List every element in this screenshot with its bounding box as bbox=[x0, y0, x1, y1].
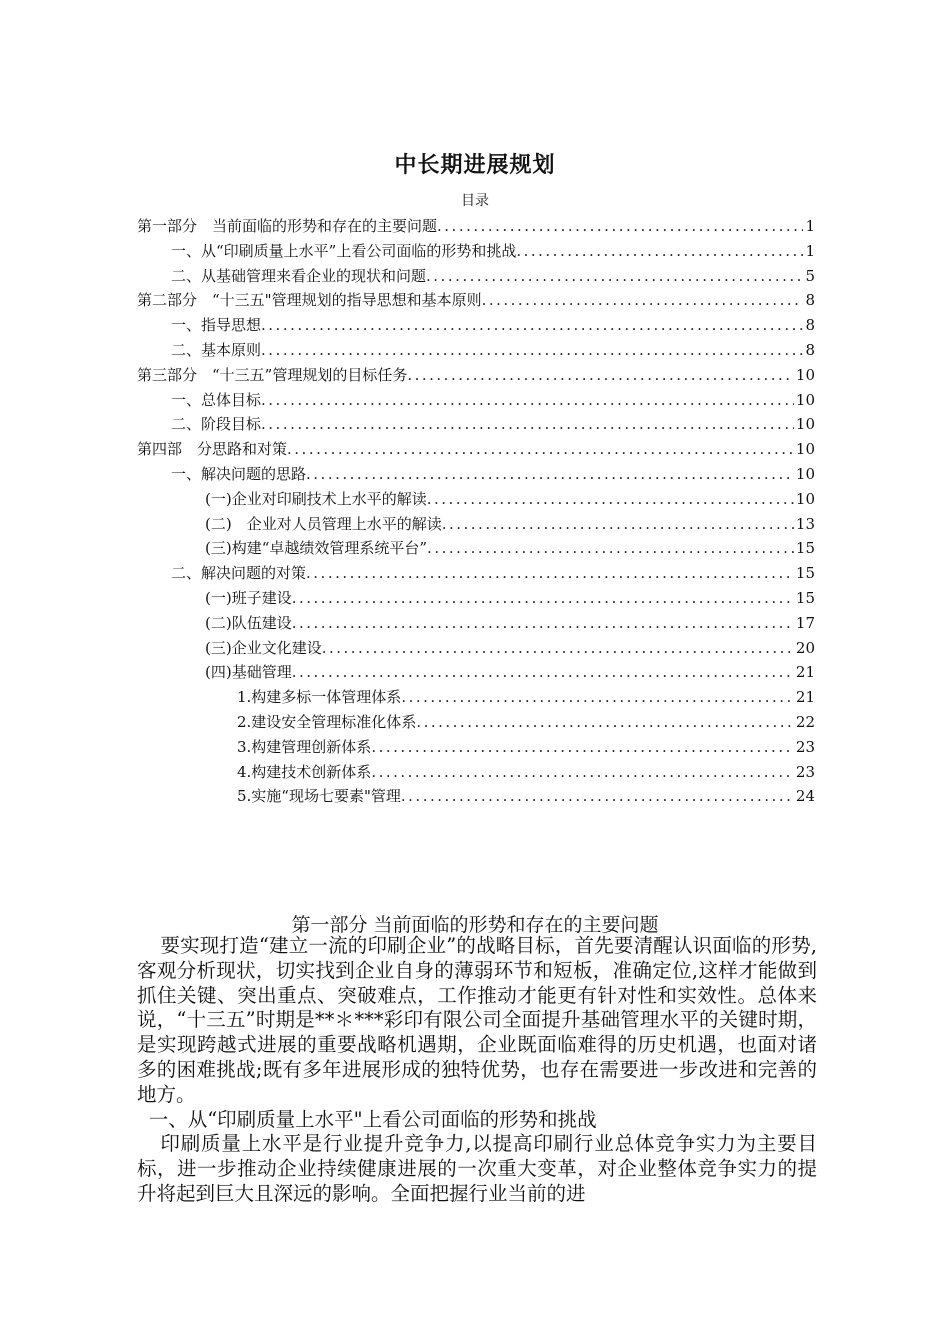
toc-entry-page-number: 22 bbox=[795, 712, 815, 731]
toc-entry-label: 一、解决问题的思路 bbox=[171, 464, 307, 483]
toc-dot-leader bbox=[261, 412, 794, 437]
toc-entry-page-number: 10 bbox=[795, 440, 815, 459]
paragraph: 要实现打造“建立一流的印刷企业”的战略目标，首先要清醒认识面临的形势,客观分析现状，切实找到企业自身的薄弱环节和短板，准确定位,这样才能做到抓住关键、突出重点、突破难点，工作推动才能更有针对性和实效性。总体来说，“十三五”时期是**＊***彩印有限公司全面提升基础管理水平的关键时期，是实现跨越式进展的重要战略机遇期，企业既面临难得的历史机遇，也面对诸多的困难挑战;既有多年进展形成的独特优势，也存在需要进一步改进和完善的地方。 bbox=[137, 934, 817, 1106]
toc-entry[interactable] bbox=[137, 288, 815, 313]
toc-dot-leader bbox=[322, 636, 794, 661]
toc-dot-leader bbox=[292, 660, 794, 685]
toc-entry-label: 一、指导思想 bbox=[171, 316, 262, 335]
toc-entry-label: 第一部分 当前面临的形势和存在的主要问题 bbox=[137, 217, 438, 235]
toc-entry-label: (一)班子建设 bbox=[205, 588, 292, 607]
toc-entry-page-number: 1 bbox=[805, 217, 815, 235]
toc-entry-label: (三)构建“卓越绩效管理系统平台” bbox=[205, 539, 428, 558]
toc-entry-page-number: 10 bbox=[795, 489, 815, 508]
toc-entry[interactable] bbox=[137, 388, 815, 413]
toc-entry[interactable] bbox=[137, 462, 815, 487]
toc-dot-leader bbox=[427, 487, 794, 512]
toc-entry-label: 二、基本原则 bbox=[171, 340, 262, 359]
toc-entry[interactable] bbox=[137, 412, 815, 437]
body-text bbox=[137, 934, 817, 1207]
toc-dot-leader bbox=[401, 685, 794, 710]
toc-dot-leader bbox=[261, 313, 803, 338]
toc-entry[interactable] bbox=[137, 536, 815, 561]
toc-dot-leader bbox=[416, 710, 794, 735]
paragraph: 印刷质量上水平是行业提升竞争力,以提高印刷行业总体竞争实力为主要目标，进一步推动企业持续健康进展的一次重大变革，对企业整体竞争实力的提升将起到巨大且深远的影响。全面把握行业当前的进 bbox=[137, 1132, 817, 1205]
toc-entry[interactable] bbox=[137, 636, 815, 661]
toc-entry-page-number: 5 bbox=[805, 266, 815, 285]
toc-entry[interactable] bbox=[137, 313, 815, 338]
toc-entry-page-number: 15 bbox=[795, 539, 815, 558]
toc-entry[interactable] bbox=[137, 363, 815, 388]
toc-entry-label: 4.构建技术创新体系 bbox=[237, 762, 372, 781]
toc-entry-page-number: 10 bbox=[795, 365, 815, 384]
toc-entry-label: 5.实施“现场七要素"管理 bbox=[237, 787, 401, 806]
toc-dot-leader bbox=[371, 760, 794, 785]
toc-entry-label: 二、解决问题的对策 bbox=[171, 564, 307, 583]
page-title: 中长期进展规划 bbox=[394, 153, 556, 178]
toc-dot-leader bbox=[371, 735, 794, 760]
toc-entry-label: 1.构建多标一体管理体系 bbox=[237, 688, 402, 707]
toc-entry-label: (一)企业对印刷技术上水平的解读 bbox=[205, 489, 427, 508]
toc-entry[interactable] bbox=[137, 264, 815, 289]
toc-entry-label: (二)队伍建设 bbox=[205, 613, 292, 632]
toc-dot-leader bbox=[516, 239, 803, 264]
toc-entry-label: 第三部分 “十三五”管理规划的目标任务 bbox=[137, 365, 408, 384]
toc-dot-leader bbox=[427, 536, 794, 561]
toc-entry-page-number: 8 bbox=[805, 340, 815, 359]
toc-entry[interactable] bbox=[137, 611, 815, 636]
toc-entry-label: 3.构建管理创新体系 bbox=[237, 737, 372, 756]
toc-entry[interactable] bbox=[137, 760, 815, 785]
subheading: 一、从“印刷质量上水平"上看公司面临的形势和挑战 bbox=[148, 1107, 597, 1131]
toc-entry[interactable] bbox=[137, 784, 815, 809]
toc-entry-label: 一、从“印刷质量上水平”上看公司面临的形势和挑战 bbox=[171, 241, 517, 260]
toc-entry[interactable] bbox=[137, 487, 815, 512]
toc-entry-label: (四)基础管理 bbox=[205, 663, 292, 682]
toc-entry-label: 第二部分 “十三五"管理规划的指导思想和基本原则 bbox=[137, 291, 482, 310]
toc-entry-page-number: 10 bbox=[795, 390, 815, 409]
toc-entry-label: (二) 企业对人员管理上水平的解读 bbox=[205, 514, 442, 533]
toc-dot-leader bbox=[482, 288, 804, 313]
toc-entry-page-number: 21 bbox=[795, 663, 815, 682]
toc-dot-leader bbox=[426, 264, 803, 289]
toc-entry-page-number: 17 bbox=[795, 613, 815, 632]
toc-entry[interactable] bbox=[137, 685, 815, 710]
toc-entry-label: 2.建设安全管理标准化体系 bbox=[237, 712, 417, 731]
toc-dot-leader bbox=[261, 338, 803, 363]
toc-entry-page-number: 8 bbox=[805, 291, 815, 310]
toc-entry-page-number: 1 bbox=[805, 241, 815, 260]
toc-entry-page-number: 23 bbox=[795, 762, 815, 781]
toc-dot-leader bbox=[261, 388, 794, 413]
toc-entry[interactable] bbox=[137, 586, 815, 611]
toc-heading: 目录 bbox=[461, 193, 489, 209]
table-of-contents bbox=[137, 214, 815, 809]
toc-entry[interactable] bbox=[137, 660, 815, 685]
toc-entry-label: 二、阶段目标 bbox=[171, 415, 262, 434]
toc-dot-leader bbox=[442, 512, 794, 537]
toc-dot-leader bbox=[306, 462, 794, 487]
toc-entry-page-number: 20 bbox=[795, 638, 815, 657]
toc-entry[interactable] bbox=[137, 239, 815, 264]
toc-dot-leader bbox=[407, 363, 794, 388]
toc-entry-page-number: 23 bbox=[795, 737, 815, 756]
toc-entry[interactable] bbox=[137, 512, 815, 537]
toc-entry-page-number: 21 bbox=[795, 688, 815, 707]
toc-entry-page-number: 10 bbox=[795, 464, 815, 483]
toc-entry[interactable] bbox=[137, 214, 815, 239]
toc-dot-leader bbox=[437, 214, 803, 239]
toc-entry-page-number: 15 bbox=[795, 588, 815, 607]
toc-entry-label: (三)企业文化建设 bbox=[205, 638, 322, 657]
toc-entry-page-number: 10 bbox=[795, 415, 815, 434]
toc-entry-page-number: 15 bbox=[795, 564, 815, 583]
toc-entry-label: 第四部 分思路和对策 bbox=[137, 440, 288, 459]
toc-dot-leader bbox=[292, 611, 794, 636]
toc-entry[interactable] bbox=[137, 561, 815, 586]
toc-entry-page-number: 13 bbox=[795, 514, 815, 533]
section-heading: 第一部分 当前面临的形势和存在的主要问题 bbox=[291, 914, 659, 936]
toc-entry[interactable] bbox=[137, 437, 815, 462]
toc-entry-page-number: 8 bbox=[805, 316, 815, 335]
toc-dot-leader bbox=[306, 561, 794, 586]
toc-entry[interactable] bbox=[137, 735, 815, 760]
toc-entry-page-number: 24 bbox=[795, 787, 815, 806]
toc-entry[interactable] bbox=[137, 338, 815, 363]
toc-dot-leader bbox=[287, 437, 794, 462]
toc-dot-leader bbox=[401, 784, 794, 809]
toc-entry-label: 一、总体目标 bbox=[171, 390, 262, 409]
toc-dot-leader bbox=[292, 586, 794, 611]
toc-entry[interactable] bbox=[137, 710, 815, 735]
toc-entry-label: 二、从基础管理来看企业的现状和问题 bbox=[171, 266, 427, 285]
